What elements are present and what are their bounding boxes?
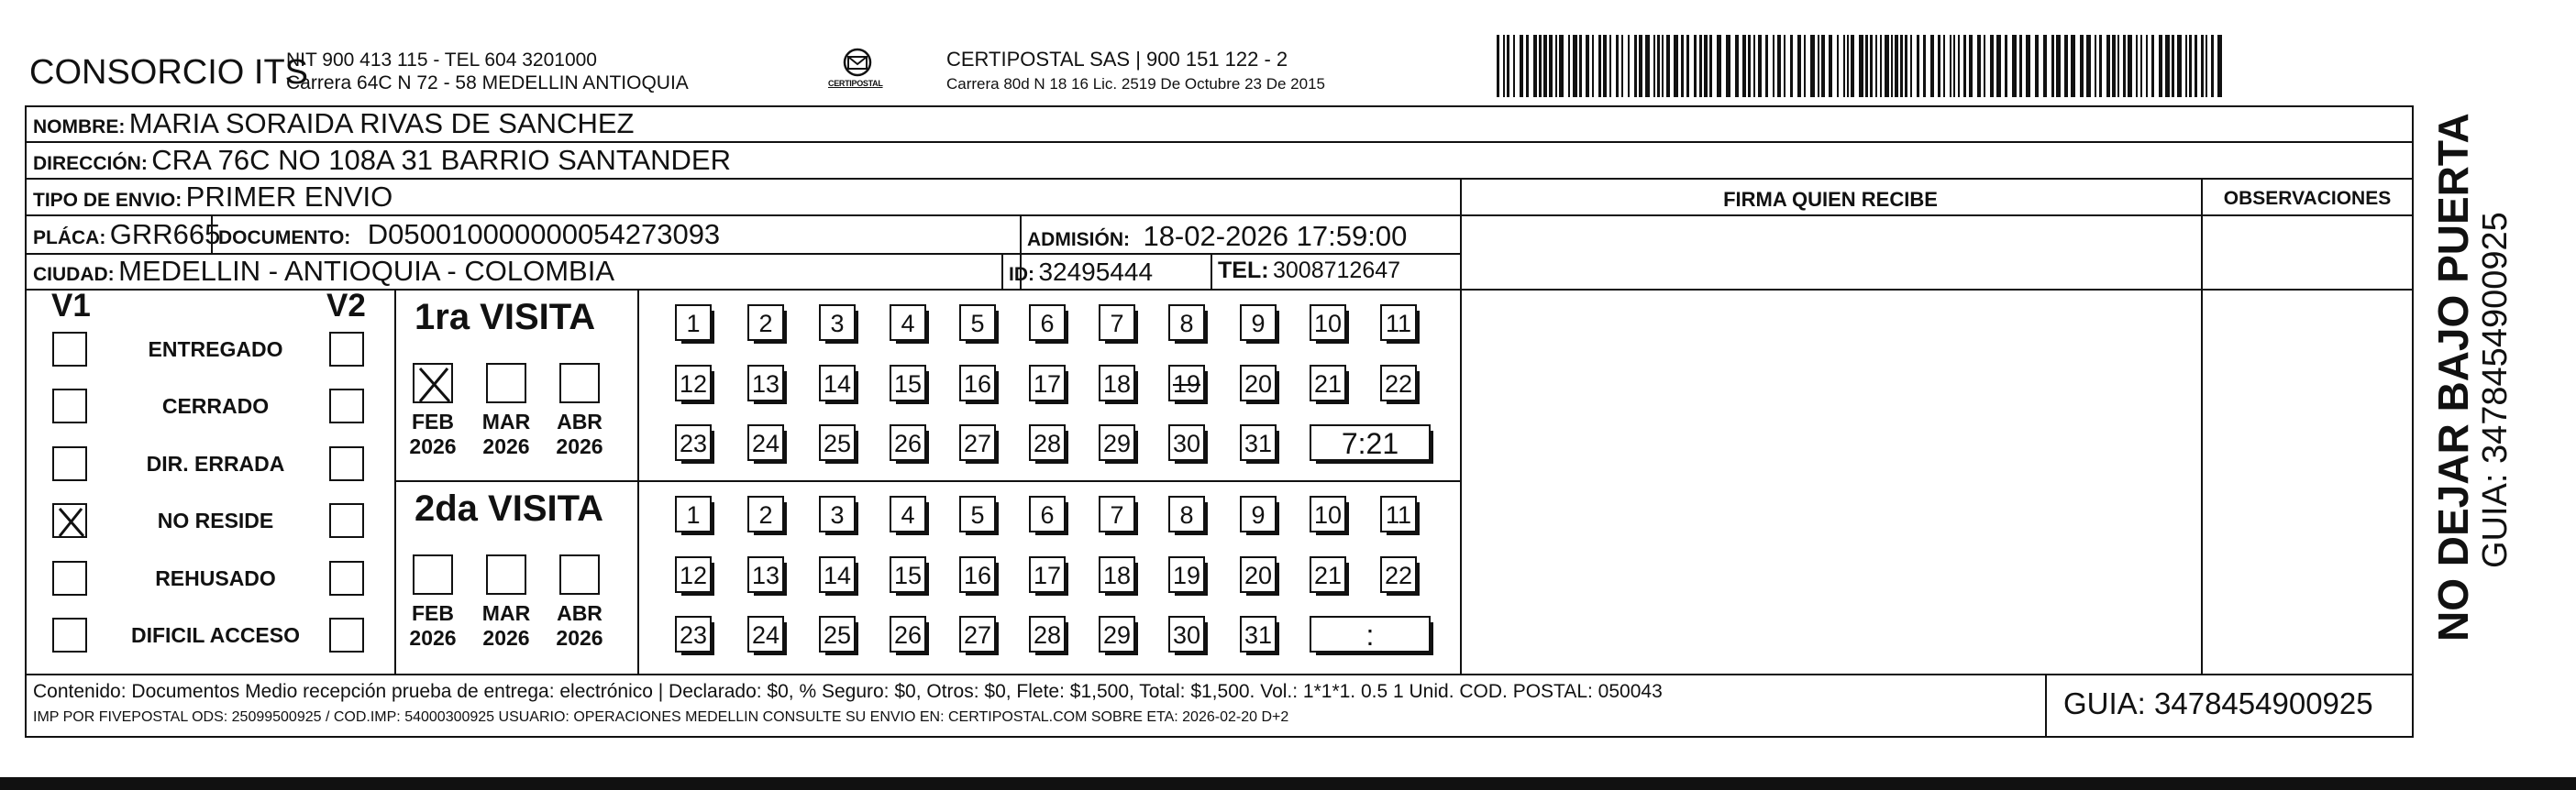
day-box[interactable]: 6 <box>1029 304 1066 341</box>
day-box[interactable]: 15 <box>890 556 926 593</box>
barcode-bar <box>1621 35 1623 97</box>
barcode-bar <box>1917 35 1919 97</box>
barcode-bar <box>1885 35 1889 97</box>
month-label: FEB <box>412 410 454 433</box>
barcode-bar <box>1681 35 1684 97</box>
barcode-bar <box>1520 35 1523 97</box>
tel-label: TEL: <box>1218 258 1269 283</box>
barcode-bar <box>1726 35 1730 97</box>
day-box[interactable]: 13 <box>747 365 784 401</box>
day-box[interactable]: 21 <box>1310 556 1346 593</box>
barcode-bar <box>2201 35 2204 97</box>
admision-cell <box>1027 220 1407 253</box>
month-label: MAR <box>481 601 531 625</box>
barcode-bar <box>2064 35 2068 97</box>
month-label: FEB <box>412 601 454 625</box>
barcode-bar <box>2159 35 2162 97</box>
barcode-bar <box>1765 35 1768 97</box>
barcode-bar <box>1810 35 1815 97</box>
nombre-row <box>33 107 634 140</box>
day-box[interactable]: 5 <box>959 496 996 532</box>
barcode-bar <box>2005 35 2007 97</box>
documento-value: D050010000000054273093 <box>367 218 721 250</box>
barcode-bar <box>1674 35 1678 97</box>
month-checkbox[interactable] <box>486 363 526 403</box>
logo-text: CERTIPOSTAL <box>828 79 883 88</box>
documento-label: DOCUMENTO: <box>218 227 351 248</box>
imp-line: IMP POR FIVEPOSTAL ODS: 25099500925 / COD.IMP: 54000300925 USUARIO: OPERACIONES MEDELLIN CONSULTE SU ENVIO EN: CERTIPOSTAL.COM SOBRE ETA: 2026-02-20 D+2 <box>33 709 1289 725</box>
month-label: ABR <box>557 601 603 625</box>
barcode-bar <box>1598 35 1601 97</box>
tipo-value: PRIMER ENVIO <box>185 181 393 213</box>
status-option-label: CERRADO <box>161 394 270 418</box>
barcode-bar <box>2117 35 2119 97</box>
placa-label: PLÁCA: <box>33 227 106 248</box>
barcode-bar <box>1603 35 1607 97</box>
v1-checkbox[interactable] <box>52 618 87 653</box>
barcode-bar <box>1984 35 1985 97</box>
barcode-bar <box>1579 35 1582 97</box>
contenido-line: Contenido: Documentos Medio recepción prueba de entrega: electrónico | Declarado: $0, % Seguro: $0, Otros: $0, Flete: $1,500, Total: $1,500. Vol.: 1*1*1. 0.5 1 Unid. COD. POSTAL: 050043 <box>33 681 1663 702</box>
barcode-bar <box>1829 35 1832 97</box>
barcode-bar <box>2128 35 2132 97</box>
barcode-bar <box>1950 35 1951 97</box>
ciudad-value: MEDELLIN - ANTIOQUIA - COLOMBIA <box>118 255 614 287</box>
id-value: 32495444 <box>1038 258 1154 286</box>
barcode <box>1497 35 2226 97</box>
x-mark-icon <box>415 365 455 405</box>
barcode-bar <box>2151 35 2154 97</box>
day-box[interactable]: 27 <box>959 424 996 461</box>
day-box[interactable]: 27 <box>959 616 996 653</box>
month-checkbox[interactable] <box>486 554 526 595</box>
barcode-bar <box>1662 35 1664 97</box>
barcode-bar <box>1513 35 1515 97</box>
barcode-bar <box>1634 35 1637 97</box>
x-mark-icon <box>54 505 89 540</box>
status-option-label: DIR. ERRADA <box>146 452 285 476</box>
barcode-bar <box>1891 35 1893 97</box>
day-box[interactable]: 17 <box>1029 365 1066 401</box>
barcode-bar <box>2189 35 2192 97</box>
barcode-bar <box>1851 35 1854 97</box>
barcode-bar <box>1549 35 1553 97</box>
barcode-bar <box>1990 35 1994 97</box>
v2-checkbox[interactable] <box>329 389 364 423</box>
barcode-bar <box>2123 35 2126 97</box>
day-box[interactable]: 29 <box>1099 424 1135 461</box>
tipo-row <box>33 181 392 214</box>
direccion-value: CRA 76C NO 108A 31 BARRIO SANTANDER <box>151 144 731 176</box>
tipo-label: TIPO DE ENVIO: <box>33 190 182 211</box>
barcode-bar <box>1742 35 1746 97</box>
border-left <box>25 105 27 738</box>
barcode-bar <box>2056 35 2061 97</box>
barcode-bar <box>1616 35 1619 97</box>
v2-checkbox[interactable] <box>329 332 364 367</box>
v1-checkbox[interactable] <box>52 446 87 481</box>
barcode-bar <box>2051 35 2054 97</box>
firma-header: FIRMA QUIEN RECIBE <box>1723 188 1938 211</box>
status-option-label: REHUSADO <box>155 566 276 590</box>
day-box[interactable]: 9 <box>1240 304 1277 341</box>
day-box[interactable]: 19 <box>1168 365 1205 401</box>
barcode-bar <box>2035 35 2039 97</box>
v1-checkbox[interactable] <box>52 503 87 538</box>
v2-checkbox[interactable] <box>329 618 364 653</box>
barcode-bar <box>1526 35 1529 97</box>
day-box[interactable]: 23 <box>675 424 712 461</box>
barcode-bar <box>1507 35 1509 97</box>
barcode-bar <box>1543 35 1547 97</box>
barcode-bar <box>1969 35 1973 97</box>
day-box[interactable]: 21 <box>1310 365 1346 401</box>
day-box[interactable]: 25 <box>819 424 856 461</box>
visit-sep <box>394 480 1460 482</box>
day-box[interactable]: 2 <box>747 304 784 341</box>
barcode-bar <box>2112 35 2116 97</box>
barcode-bar <box>1938 35 1940 97</box>
day-box[interactable]: 22 <box>1380 365 1417 401</box>
barcode-bar <box>1592 35 1594 97</box>
barcode-bar <box>1790 35 1793 97</box>
barcode-bar <box>1586 35 1589 97</box>
day-box[interactable]: 28 <box>1029 424 1066 461</box>
day-box[interactable]: 26 <box>890 616 926 653</box>
barcode-bar <box>1694 35 1697 97</box>
barcode-bar <box>1748 35 1751 97</box>
barcode-bar <box>1666 35 1670 97</box>
obs-col-left <box>2201 178 2203 674</box>
nombre-label: NOMBRE: <box>33 116 126 137</box>
ciudad-label: CIUDAD: <box>33 264 115 285</box>
placa-cell <box>33 218 220 251</box>
day-box[interactable]: 22 <box>1380 556 1417 593</box>
barcode-bar <box>1609 35 1611 97</box>
day-box[interactable]: 8 <box>1168 496 1205 532</box>
month-year: 2026 <box>409 626 457 650</box>
day-box[interactable]: 31 <box>1240 424 1277 461</box>
barcode-bar <box>1870 35 1873 97</box>
status-option-label: NO RESIDE <box>157 509 274 532</box>
day-box[interactable]: 7 <box>1099 304 1135 341</box>
day-box[interactable]: 4 <box>890 496 926 532</box>
barcode-bar <box>1555 35 1557 97</box>
status-option-label: DIFICIL ACCESO <box>130 623 300 647</box>
barcode-bar <box>1895 35 1898 97</box>
barcode-bar <box>1539 35 1542 97</box>
day-box[interactable]: 26 <box>890 424 926 461</box>
id-sep <box>1001 253 1003 289</box>
barcode-bar <box>1963 35 1966 97</box>
barcode-bar <box>1559 35 1564 97</box>
v2-checkbox[interactable] <box>329 446 364 481</box>
barcode-bar <box>2136 35 2138 97</box>
v2-checkbox[interactable] <box>329 503 364 538</box>
visit-title: 2da VISITA <box>415 488 603 529</box>
v1-checkbox[interactable] <box>52 389 87 423</box>
placa-value: GRR665 <box>109 218 221 250</box>
company-name: CONSORCIO ITS <box>29 53 309 92</box>
id-cell <box>1009 258 1153 287</box>
v1-checkbox[interactable] <box>52 561 87 596</box>
barcode-bar <box>1699 35 1702 97</box>
guia-box-sep <box>2045 674 2047 736</box>
barcode-bar <box>1533 35 1537 97</box>
barcode-bar <box>1977 35 1981 97</box>
day-box[interactable]: 14 <box>819 556 856 593</box>
barcode-bar <box>1503 35 1505 97</box>
day-box[interactable]: 7 <box>1099 496 1135 532</box>
day-box[interactable]: 16 <box>959 365 996 401</box>
day-box[interactable]: 2 <box>747 496 784 532</box>
barcode-bar <box>2019 35 2022 97</box>
barcode-bar <box>1943 35 1945 97</box>
day-box[interactable]: 30 <box>1168 616 1205 653</box>
barcode-bar <box>1686 35 1689 97</box>
barcode-bar <box>1865 35 1868 97</box>
day-box[interactable]: 10 <box>1310 496 1346 532</box>
day-box[interactable]: 1 <box>675 496 712 532</box>
direccion-label: DIRECCIÓN: <box>33 153 148 174</box>
footer-top-line <box>25 674 2414 675</box>
barcode-bar <box>1818 35 1819 97</box>
barcode-bar <box>2217 35 2222 97</box>
barcode-bar <box>1900 35 1903 97</box>
barcode-bar <box>2195 35 2197 97</box>
barcode-bar <box>2026 35 2030 97</box>
barcode-bar <box>1753 35 1755 97</box>
barcode-bar <box>1953 35 1955 97</box>
day-box[interactable]: 20 <box>1240 365 1277 401</box>
barcode-bar <box>2099 35 2102 97</box>
row-line-2 <box>25 178 2414 180</box>
day-box[interactable]: 30 <box>1168 424 1205 461</box>
day-box[interactable]: 18 <box>1099 365 1135 401</box>
barcode-bar <box>1875 35 1877 97</box>
barcode-bar <box>1905 35 1907 97</box>
day-box[interactable]: 4 <box>890 304 926 341</box>
row-line-1 <box>25 141 2414 143</box>
day-box[interactable]: 13 <box>747 556 784 593</box>
day-box[interactable]: 29 <box>1099 616 1135 653</box>
ciudad-cell <box>33 255 614 288</box>
barcode-bar <box>2071 35 2075 97</box>
barcode-bar <box>2165 35 2170 97</box>
day-box[interactable]: 16 <box>959 556 996 593</box>
month-year: 2026 <box>482 434 530 458</box>
barcode-bar <box>2043 35 2047 97</box>
barcode-bar <box>2211 35 2214 97</box>
envelope-circle-icon <box>830 44 885 99</box>
v2-checkbox[interactable] <box>329 561 364 596</box>
barcode-bar <box>1847 35 1849 97</box>
tel-sep <box>1211 253 1212 289</box>
barcode-bar <box>1996 35 2001 97</box>
barcode-bar <box>1784 35 1786 97</box>
row-line-3 <box>25 214 2414 216</box>
day-box[interactable]: 5 <box>959 304 996 341</box>
id-label: ID: <box>1009 264 1034 285</box>
barcode-bar <box>1709 35 1712 97</box>
month-year: 2026 <box>556 434 603 458</box>
month-checkbox[interactable] <box>559 363 600 403</box>
barcode-bar <box>2146 35 2148 97</box>
day-box[interactable]: 3 <box>819 304 856 341</box>
day-box[interactable]: 25 <box>819 616 856 653</box>
day-box[interactable]: 9 <box>1240 496 1277 532</box>
border-bottom <box>25 736 2414 738</box>
day-box[interactable]: 24 <box>747 616 784 653</box>
day-box[interactable]: 12 <box>675 365 712 401</box>
barcode-bar <box>2185 35 2187 97</box>
company-address: Carrera 64C N 72 - 58 MEDELLIN ANTIOQUIA <box>286 72 689 93</box>
barcode-bar <box>2140 35 2142 97</box>
time-box[interactable]: : <box>1310 616 1431 653</box>
barcode-bar <box>2080 35 2084 97</box>
barcode-bar <box>1843 35 1845 97</box>
month-checkbox[interactable] <box>559 554 600 595</box>
barcode-bar <box>1735 35 1739 97</box>
barcode-bar <box>1773 35 1774 97</box>
tel-cell <box>1218 258 1400 284</box>
border-right <box>2412 105 2414 738</box>
admision-label: ADMISIÓN: <box>1027 229 1130 250</box>
day-box[interactable]: 3 <box>819 496 856 532</box>
day-box[interactable]: 28 <box>1029 616 1066 653</box>
barcode-bar <box>1639 35 1642 97</box>
month-label: ABR <box>557 410 603 433</box>
bottom-edge <box>0 777 2576 790</box>
barcode-bar <box>1930 35 1934 97</box>
month-checkbox[interactable] <box>413 363 453 403</box>
days-sep <box>637 289 639 674</box>
month-label: MAR <box>481 410 531 433</box>
day-box[interactable]: 12 <box>675 556 712 593</box>
documento-cell <box>218 218 720 251</box>
v2-header: V2 <box>326 288 366 324</box>
barcode-bar <box>2012 35 2017 97</box>
v1-checkbox[interactable] <box>52 332 87 367</box>
day-box[interactable]: 24 <box>747 424 784 461</box>
day-box[interactable]: 17 <box>1029 556 1066 593</box>
barcode-bar <box>1910 35 1912 97</box>
month-year: 2026 <box>409 434 457 458</box>
side-warning: NO DEJAR BAJO PUERTA <box>2429 113 2477 642</box>
barcode-bar <box>1837 35 1839 97</box>
day-box[interactable]: 10 <box>1310 304 1346 341</box>
barcode-bar <box>1958 35 1960 97</box>
barcode-bar <box>1653 35 1655 97</box>
day-box[interactable]: 11 <box>1380 304 1417 341</box>
guia-box: GUIA: 3478454900925 <box>2063 686 2373 720</box>
license-line: Carrera 80d N 18 16 Lic. 2519 De Octubre 23 De 2015 <box>946 75 1325 93</box>
day-box[interactable]: 20 <box>1240 556 1277 593</box>
barcode-bar <box>2106 35 2110 97</box>
time-box[interactable]: 7:21 <box>1310 424 1431 461</box>
barcode-bar <box>1717 35 1721 97</box>
barcode-bar <box>1859 35 1863 97</box>
barcode-bar <box>1704 35 1708 97</box>
month-year: 2026 <box>556 626 603 650</box>
barcode-bar <box>2172 35 2174 97</box>
nit-line: NIT 900 413 115 - TEL 604 3201000 <box>286 49 597 71</box>
barcode-bar <box>2095 35 2096 97</box>
month-checkbox[interactable] <box>413 554 453 595</box>
barcode-bar <box>1568 35 1570 97</box>
admision-value: 18-02-2026 17:59:00 <box>1143 220 1408 252</box>
barcode-bar <box>2206 35 2207 97</box>
barcode-bar <box>1628 35 1630 97</box>
barcode-bar <box>1573 35 1577 97</box>
firma-col-left <box>1460 178 1462 674</box>
tel-value: 3008712647 <box>1273 258 1401 283</box>
barcode-bar <box>2177 35 2182 97</box>
barcode-image <box>1497 35 2226 97</box>
status-option-label: ENTREGADO <box>148 337 283 361</box>
barcode-bar <box>1797 35 1801 97</box>
barcode-bar <box>1923 35 1926 97</box>
day-box[interactable]: 23 <box>675 616 712 653</box>
barcode-bar <box>1758 35 1762 97</box>
barcode-bar <box>1804 35 1806 97</box>
observaciones-header: OBSERVACIONES <box>2223 188 2392 209</box>
certipostal-line: CERTIPOSTAL SAS | 900 151 122 - 2 <box>946 48 1288 71</box>
day-box[interactable]: 31 <box>1240 616 1277 653</box>
barcode-bar <box>1880 35 1882 97</box>
day-box[interactable]: 6 <box>1029 496 1066 532</box>
barcode-bar <box>1821 35 1825 97</box>
v1-header: V1 <box>51 288 91 324</box>
day-box[interactable]: 18 <box>1099 556 1135 593</box>
side-guia: GUIA: 3478454900925 <box>2476 212 2515 568</box>
day-box[interactable]: 14 <box>819 365 856 401</box>
month-year: 2026 <box>482 626 530 650</box>
barcode-bar <box>2086 35 2091 97</box>
certipostal-logo <box>830 44 885 99</box>
day-box[interactable]: 15 <box>890 365 926 401</box>
barcode-bar <box>1657 35 1660 97</box>
nombre-value: MARIA SORAIDA RIVAS DE SANCHEZ <box>128 107 635 139</box>
row-line-5 <box>25 289 2414 291</box>
barcode-bar <box>1777 35 1781 97</box>
day-box[interactable]: 19 <box>1168 556 1205 593</box>
day-box[interactable]: 8 <box>1168 304 1205 341</box>
visit-title: 1ra VISITA <box>415 297 596 337</box>
day-box[interactable]: 1 <box>675 304 712 341</box>
barcode-bar <box>1645 35 1650 97</box>
barcode-bar <box>1497 35 1499 97</box>
day-box[interactable]: 11 <box>1380 496 1417 532</box>
direccion-row <box>33 144 731 177</box>
